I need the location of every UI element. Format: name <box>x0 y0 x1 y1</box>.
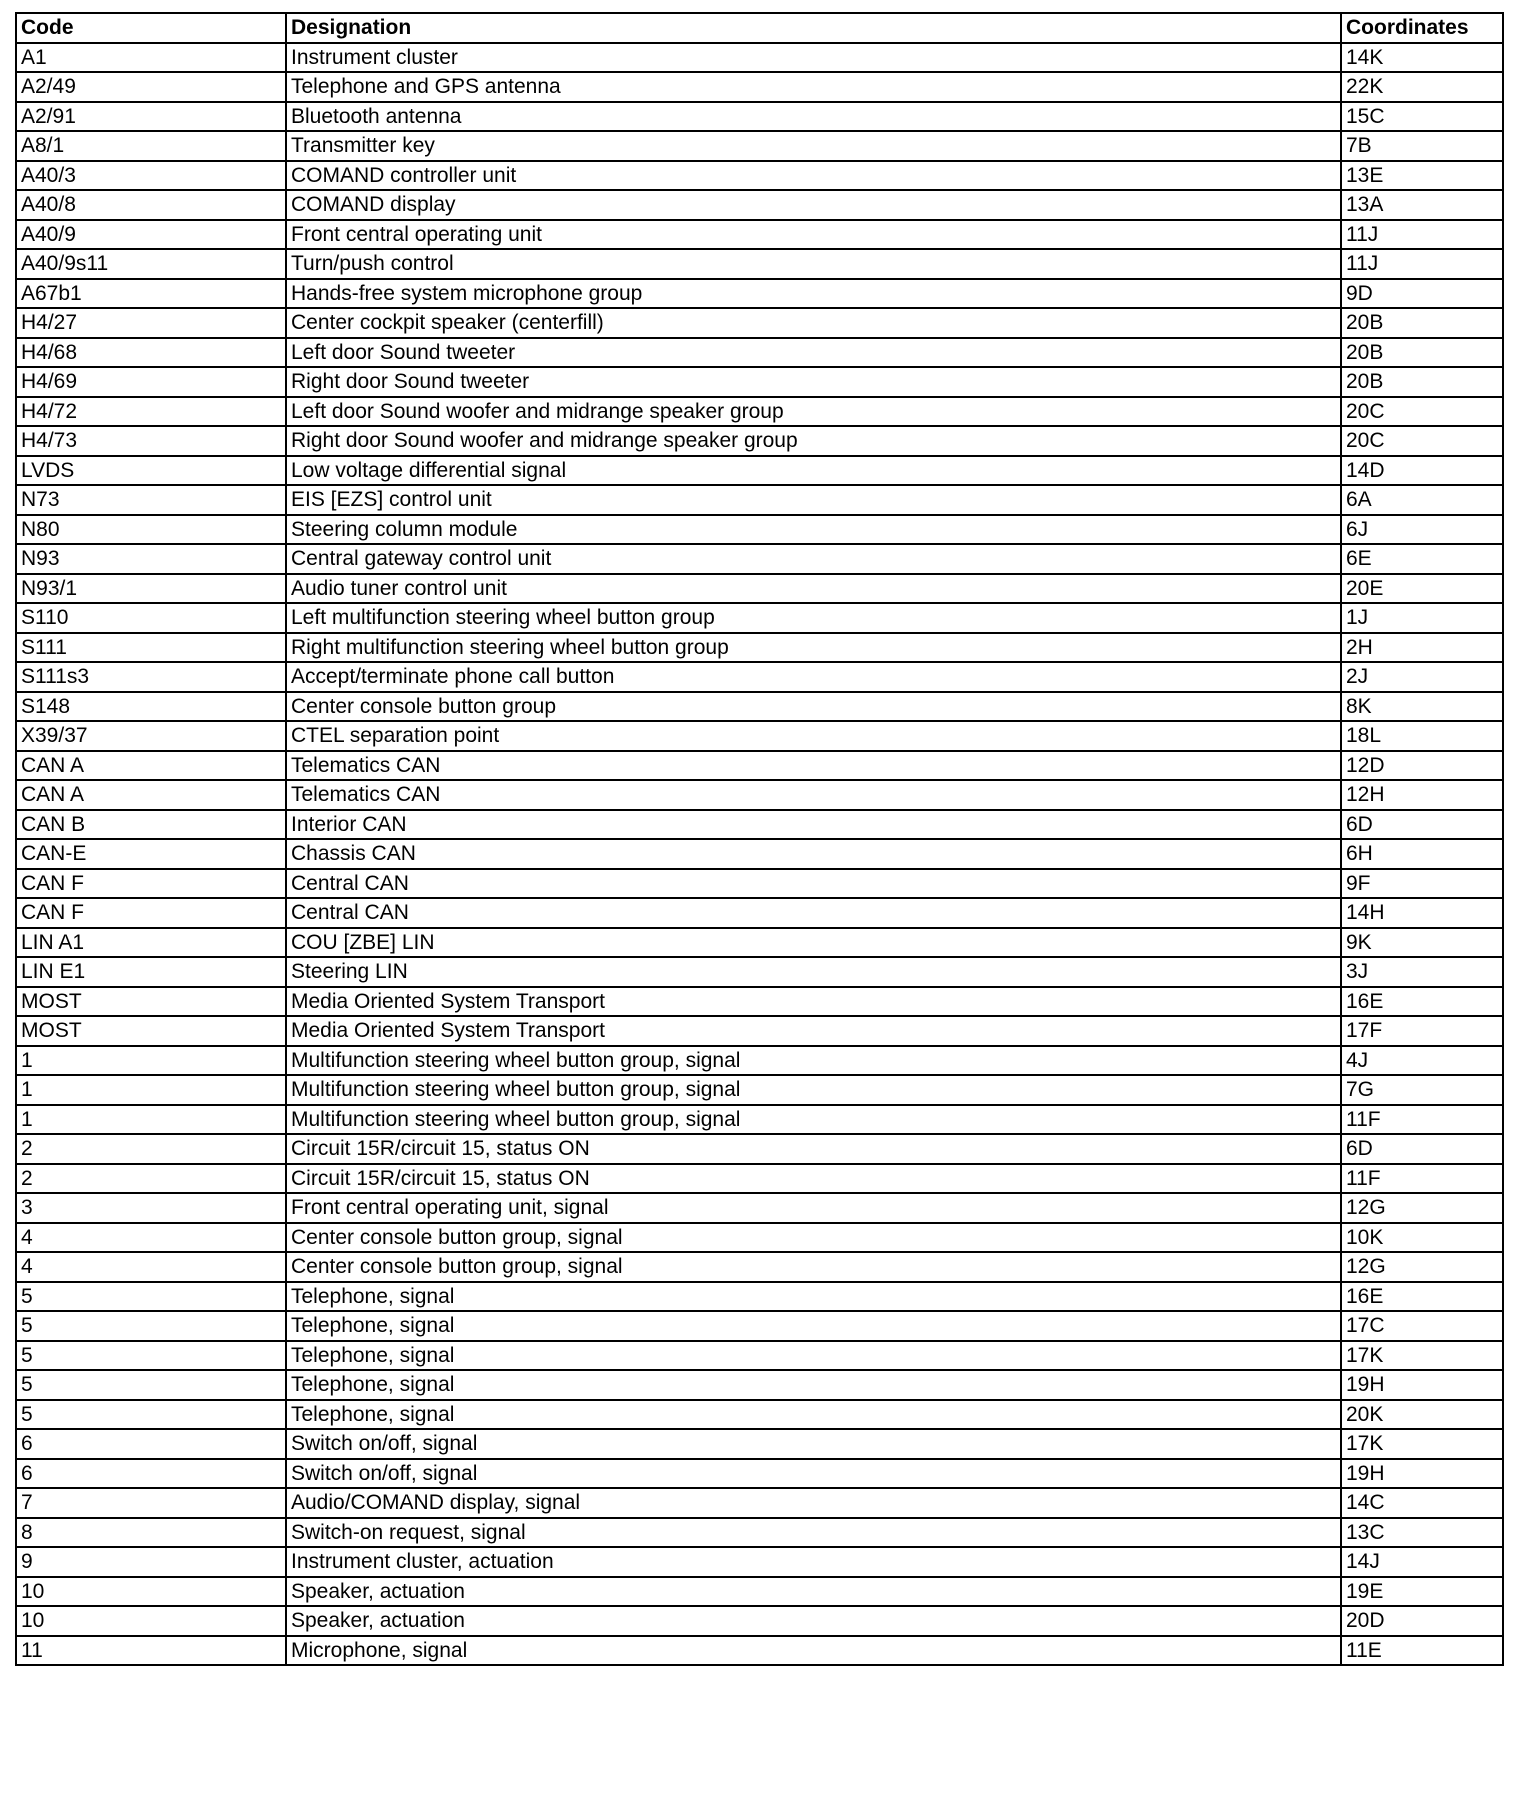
cell-coordinates: 12D <box>1341 751 1503 781</box>
cell-designation: Left multifunction steering wheel button group <box>286 603 1341 633</box>
table-row <box>16 603 1503 633</box>
cell-code: H4/73 <box>16 426 286 456</box>
table-row <box>16 426 1503 456</box>
cell-designation: Instrument cluster, actuation <box>286 1547 1341 1577</box>
table-row <box>16 544 1503 574</box>
cell-coordinates: 13E <box>1341 161 1503 191</box>
table-row <box>16 1577 1503 1607</box>
cell-code: CAN F <box>16 898 286 928</box>
table-row <box>16 367 1503 397</box>
cell-designation: Telephone and GPS antenna <box>286 72 1341 102</box>
cell-coordinates: 3J <box>1341 957 1503 987</box>
cell-designation: Steering column module <box>286 515 1341 545</box>
cell-designation: Right multifunction steering wheel button group <box>286 633 1341 663</box>
cell-code: A1 <box>16 43 286 73</box>
table-row <box>16 987 1503 1017</box>
cell-coordinates: 13A <box>1341 190 1503 220</box>
cell-coordinates: 13C <box>1341 1518 1503 1548</box>
cell-code: N93 <box>16 544 286 574</box>
cell-code: N80 <box>16 515 286 545</box>
cell-designation: Transmitter key <box>286 131 1341 161</box>
cell-designation: Circuit 15R/circuit 15, status ON <box>286 1164 1341 1194</box>
cell-designation: Speaker, actuation <box>286 1577 1341 1607</box>
cell-designation: Front central operating unit <box>286 220 1341 250</box>
cell-designation: Front central operating unit, signal <box>286 1193 1341 1223</box>
cell-designation: COMAND controller unit <box>286 161 1341 191</box>
cell-coordinates: 6D <box>1341 810 1503 840</box>
cell-designation: Central gateway control unit <box>286 544 1341 574</box>
cell-designation: Turn/push control <box>286 249 1341 279</box>
cell-code: A40/3 <box>16 161 286 191</box>
cell-designation: COU [ZBE] LIN <box>286 928 1341 958</box>
cell-code: H4/72 <box>16 397 286 427</box>
cell-designation: Circuit 15R/circuit 15, status ON <box>286 1134 1341 1164</box>
cell-code: 1 <box>16 1075 286 1105</box>
cell-designation: Left door Sound tweeter <box>286 338 1341 368</box>
cell-designation: Central CAN <box>286 898 1341 928</box>
cell-designation: Chassis CAN <box>286 839 1341 869</box>
cell-designation: Multifunction steering wheel button group, signal <box>286 1046 1341 1076</box>
cell-coordinates: 6A <box>1341 485 1503 515</box>
cell-coordinates: 16E <box>1341 1282 1503 1312</box>
cell-coordinates: 6D <box>1341 1134 1503 1164</box>
cell-code: 2 <box>16 1134 286 1164</box>
cell-designation: Telephone, signal <box>286 1341 1341 1371</box>
cell-designation: Steering LIN <box>286 957 1341 987</box>
cell-code: A8/1 <box>16 131 286 161</box>
cell-code: 5 <box>16 1311 286 1341</box>
cell-code: 7 <box>16 1488 286 1518</box>
column-header-coordinates: Coordinates <box>1341 13 1503 43</box>
cell-coordinates: 6H <box>1341 839 1503 869</box>
table-row <box>16 751 1503 781</box>
table-row <box>16 1016 1503 1046</box>
cell-coordinates: 17F <box>1341 1016 1503 1046</box>
cell-designation: Telephone, signal <box>286 1400 1341 1430</box>
table-row <box>16 72 1503 102</box>
cell-code: 10 <box>16 1606 286 1636</box>
cell-code: 4 <box>16 1223 286 1253</box>
table-row <box>16 161 1503 191</box>
cell-coordinates: 10K <box>1341 1223 1503 1253</box>
cell-designation: Interior CAN <box>286 810 1341 840</box>
cell-code: 1 <box>16 1046 286 1076</box>
cell-coordinates: 9D <box>1341 279 1503 309</box>
cell-coordinates: 17K <box>1341 1429 1503 1459</box>
cell-code: CAN F <box>16 869 286 899</box>
cell-coordinates: 20C <box>1341 397 1503 427</box>
cell-designation: Media Oriented System Transport <box>286 987 1341 1017</box>
table-row <box>16 1105 1503 1135</box>
table-row <box>16 928 1503 958</box>
cell-designation: Hands-free system microphone group <box>286 279 1341 309</box>
cell-coordinates: 12G <box>1341 1193 1503 1223</box>
cell-coordinates: 20K <box>1341 1400 1503 1430</box>
cell-coordinates: 7B <box>1341 131 1503 161</box>
cell-code: S148 <box>16 692 286 722</box>
cell-designation: Accept/terminate phone call button <box>286 662 1341 692</box>
table-row <box>16 102 1503 132</box>
cell-code: CAN B <box>16 810 286 840</box>
cell-code: 1 <box>16 1105 286 1135</box>
table-row <box>16 1547 1503 1577</box>
table-row <box>16 869 1503 899</box>
cell-coordinates: 11J <box>1341 249 1503 279</box>
cell-coordinates: 11E <box>1341 1636 1503 1666</box>
cell-code: CAN A <box>16 780 286 810</box>
table-row <box>16 810 1503 840</box>
cell-designation: COMAND display <box>286 190 1341 220</box>
table-row <box>16 1341 1503 1371</box>
cell-coordinates: 20C <box>1341 426 1503 456</box>
cell-code: S110 <box>16 603 286 633</box>
table-row <box>16 898 1503 928</box>
cell-coordinates: 8K <box>1341 692 1503 722</box>
cell-designation: Microphone, signal <box>286 1636 1341 1666</box>
table-row <box>16 220 1503 250</box>
cell-code: 4 <box>16 1252 286 1282</box>
table-row <box>16 249 1503 279</box>
cell-code: CAN A <box>16 751 286 781</box>
cell-code: CAN-E <box>16 839 286 869</box>
cell-designation: Bluetooth antenna <box>286 102 1341 132</box>
cell-coordinates: 14C <box>1341 1488 1503 1518</box>
table-row <box>16 131 1503 161</box>
cell-code: 9 <box>16 1547 286 1577</box>
cell-designation: Audio tuner control unit <box>286 574 1341 604</box>
cell-coordinates: 4J <box>1341 1046 1503 1076</box>
cell-code: 6 <box>16 1429 286 1459</box>
cell-coordinates: 6J <box>1341 515 1503 545</box>
cell-coordinates: 14D <box>1341 456 1503 486</box>
cell-code: 3 <box>16 1193 286 1223</box>
cell-coordinates: 2J <box>1341 662 1503 692</box>
cell-code: 5 <box>16 1282 286 1312</box>
cell-code: A2/49 <box>16 72 286 102</box>
cell-code: 2 <box>16 1164 286 1194</box>
table-row <box>16 1518 1503 1548</box>
cell-coordinates: 19H <box>1341 1370 1503 1400</box>
cell-designation: CTEL separation point <box>286 721 1341 751</box>
cell-code: 5 <box>16 1341 286 1371</box>
table-row <box>16 43 1503 73</box>
cell-coordinates: 11F <box>1341 1164 1503 1194</box>
cell-code: 8 <box>16 1518 286 1548</box>
cell-designation: Telephone, signal <box>286 1370 1341 1400</box>
table-row <box>16 1046 1503 1076</box>
cell-coordinates: 19H <box>1341 1459 1503 1489</box>
table-row <box>16 1370 1503 1400</box>
cell-code: 6 <box>16 1459 286 1489</box>
cell-code: A40/9s11 <box>16 249 286 279</box>
table-row <box>16 1134 1503 1164</box>
cell-coordinates: 20B <box>1341 338 1503 368</box>
cell-coordinates: 14K <box>1341 43 1503 73</box>
cell-code: S111 <box>16 633 286 663</box>
table-row <box>16 1223 1503 1253</box>
cell-code: A2/91 <box>16 102 286 132</box>
cell-code: A67b1 <box>16 279 286 309</box>
cell-coordinates: 14H <box>1341 898 1503 928</box>
cell-designation: Instrument cluster <box>286 43 1341 73</box>
table-row <box>16 397 1503 427</box>
cell-coordinates: 17C <box>1341 1311 1503 1341</box>
cell-code: LIN E1 <box>16 957 286 987</box>
table-row <box>16 1193 1503 1223</box>
cell-designation: Center console button group, signal <box>286 1223 1341 1253</box>
cell-code: A40/8 <box>16 190 286 220</box>
cell-coordinates: 17K <box>1341 1341 1503 1371</box>
cell-designation: Switch on/off, signal <box>286 1429 1341 1459</box>
cell-coordinates: 9K <box>1341 928 1503 958</box>
table-row <box>16 1311 1503 1341</box>
cell-code: N93/1 <box>16 574 286 604</box>
legend-table <box>15 12 1504 1666</box>
column-header-code: Code <box>16 13 286 43</box>
cell-code: H4/27 <box>16 308 286 338</box>
cell-designation: Low voltage differential signal <box>286 456 1341 486</box>
cell-coordinates: 11F <box>1341 1105 1503 1135</box>
cell-coordinates: 6E <box>1341 544 1503 574</box>
cell-coordinates: 15C <box>1341 102 1503 132</box>
table-row <box>16 1164 1503 1194</box>
cell-coordinates: 20D <box>1341 1606 1503 1636</box>
table-row <box>16 633 1503 663</box>
table-row <box>16 1606 1503 1636</box>
cell-code: 11 <box>16 1636 286 1666</box>
cell-code: MOST <box>16 1016 286 1046</box>
table-row <box>16 338 1503 368</box>
cell-designation: Right door Sound tweeter <box>286 367 1341 397</box>
cell-coordinates: 1J <box>1341 603 1503 633</box>
cell-coordinates: 16E <box>1341 987 1503 1017</box>
cell-coordinates: 18L <box>1341 721 1503 751</box>
cell-coordinates: 12G <box>1341 1252 1503 1282</box>
cell-coordinates: 20B <box>1341 308 1503 338</box>
cell-code: LVDS <box>16 456 286 486</box>
table-body <box>16 43 1503 1666</box>
cell-code: A40/9 <box>16 220 286 250</box>
cell-designation: Switch-on request, signal <box>286 1518 1341 1548</box>
cell-designation: Multifunction steering wheel button group, signal <box>286 1075 1341 1105</box>
table-row <box>16 780 1503 810</box>
table-row <box>16 1459 1503 1489</box>
table-row <box>16 1636 1503 1666</box>
cell-designation: Audio/COMAND display, signal <box>286 1488 1341 1518</box>
cell-coordinates: 12H <box>1341 780 1503 810</box>
cell-designation: Speaker, actuation <box>286 1606 1341 1636</box>
cell-designation: Center cockpit speaker (centerfill) <box>286 308 1341 338</box>
cell-code: N73 <box>16 485 286 515</box>
cell-designation: EIS [EZS] control unit <box>286 485 1341 515</box>
cell-code: 5 <box>16 1370 286 1400</box>
table-row <box>16 279 1503 309</box>
table-row <box>16 1252 1503 1282</box>
table-row <box>16 839 1503 869</box>
cell-code: H4/68 <box>16 338 286 368</box>
table-row <box>16 456 1503 486</box>
cell-code: 5 <box>16 1400 286 1430</box>
table-row <box>16 1075 1503 1105</box>
table-row <box>16 1400 1503 1430</box>
cell-designation: Telephone, signal <box>286 1311 1341 1341</box>
cell-code: 10 <box>16 1577 286 1607</box>
table-row <box>16 1488 1503 1518</box>
cell-coordinates: 20E <box>1341 574 1503 604</box>
cell-designation: Multifunction steering wheel button group, signal <box>286 1105 1341 1135</box>
cell-designation: Center console button group, signal <box>286 1252 1341 1282</box>
cell-designation: Central CAN <box>286 869 1341 899</box>
cell-code: LIN A1 <box>16 928 286 958</box>
cell-designation: Telephone, signal <box>286 1282 1341 1312</box>
cell-code: MOST <box>16 987 286 1017</box>
table-row <box>16 721 1503 751</box>
table-row <box>16 190 1503 220</box>
table-row <box>16 692 1503 722</box>
table-row <box>16 485 1503 515</box>
cell-designation: Left door Sound woofer and midrange speaker group <box>286 397 1341 427</box>
table-row <box>16 308 1503 338</box>
cell-designation: Right door Sound woofer and midrange speaker group <box>286 426 1341 456</box>
cell-code: H4/69 <box>16 367 286 397</box>
table-row <box>16 574 1503 604</box>
cell-coordinates: 2H <box>1341 633 1503 663</box>
cell-coordinates: 20B <box>1341 367 1503 397</box>
cell-coordinates: 11J <box>1341 220 1503 250</box>
table-row <box>16 515 1503 545</box>
cell-designation: Telematics CAN <box>286 751 1341 781</box>
cell-designation: Center console button group <box>286 692 1341 722</box>
cell-designation: Media Oriented System Transport <box>286 1016 1341 1046</box>
cell-code: X39/37 <box>16 721 286 751</box>
table-row <box>16 1429 1503 1459</box>
column-header-designation: Designation <box>286 13 1341 43</box>
cell-designation: Telematics CAN <box>286 780 1341 810</box>
table-row <box>16 662 1503 692</box>
cell-code: S111s3 <box>16 662 286 692</box>
cell-coordinates: 14J <box>1341 1547 1503 1577</box>
cell-coordinates: 19E <box>1341 1577 1503 1607</box>
cell-coordinates: 9F <box>1341 869 1503 899</box>
cell-coordinates: 22K <box>1341 72 1503 102</box>
table-row <box>16 957 1503 987</box>
header-row <box>16 13 1503 43</box>
table-row <box>16 1282 1503 1312</box>
cell-coordinates: 7G <box>1341 1075 1503 1105</box>
cell-designation: Switch on/off, signal <box>286 1459 1341 1489</box>
